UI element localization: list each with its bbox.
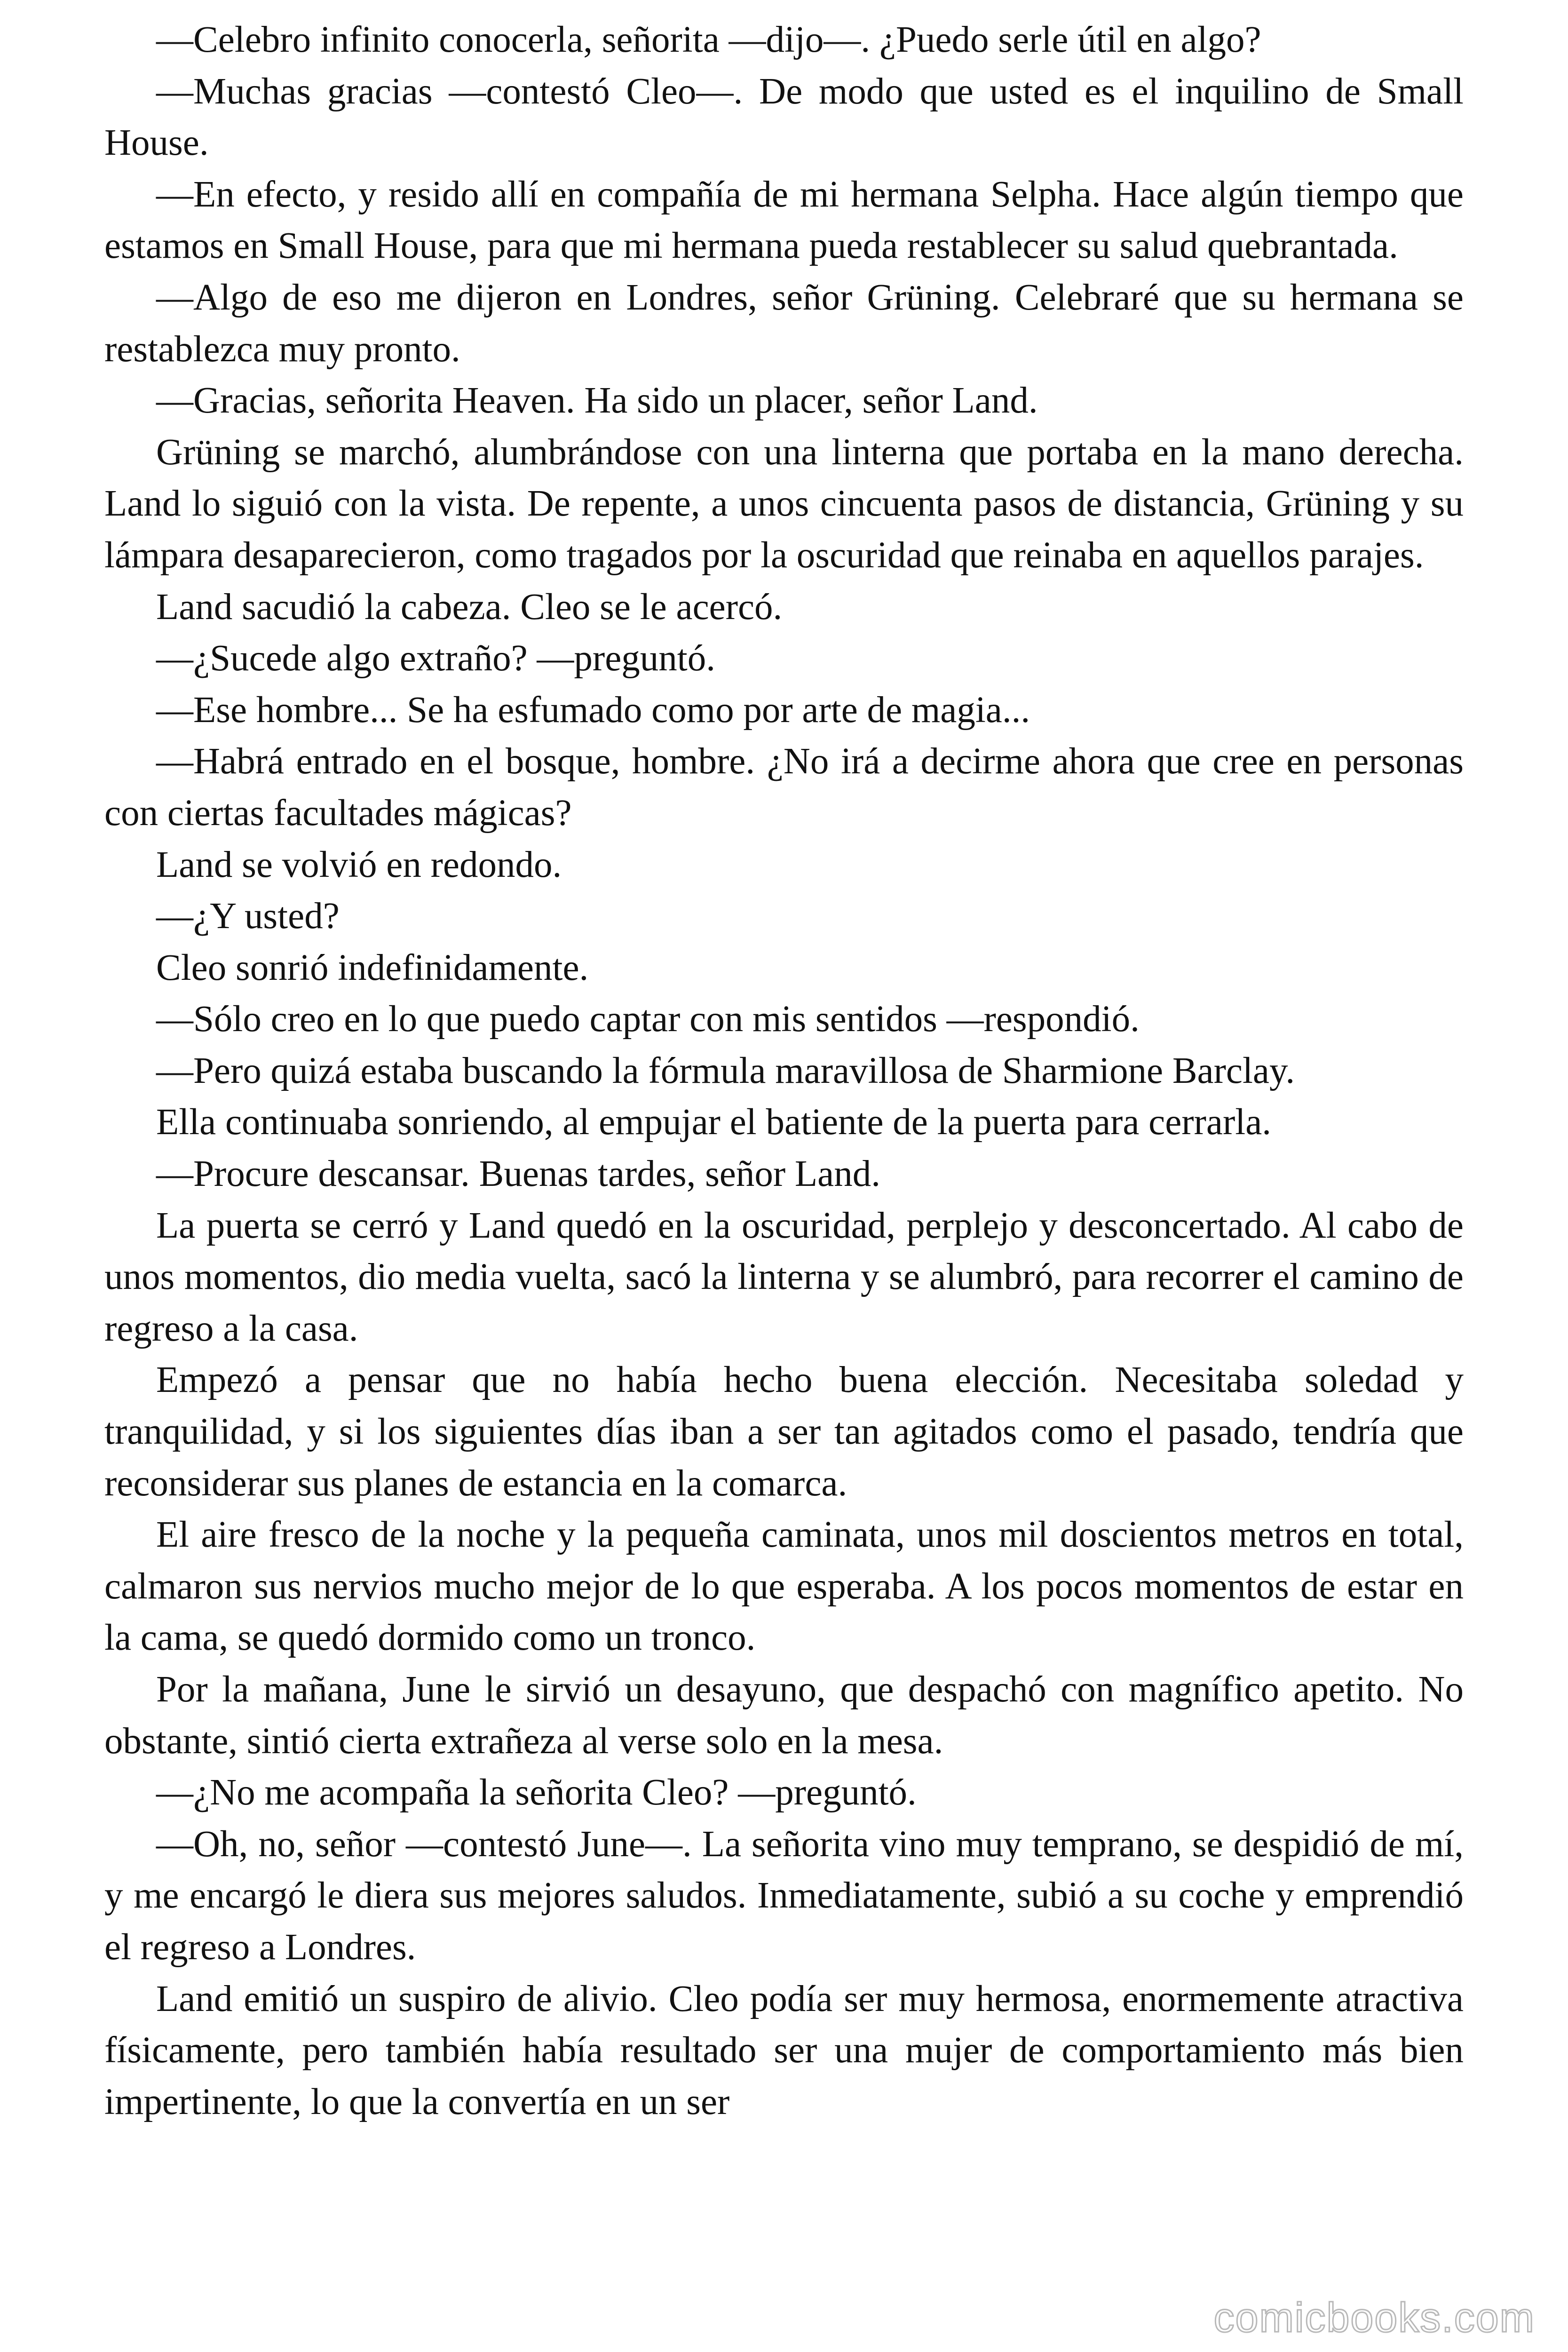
paragraph: —Muchas gracias —contestó Cleo—. De modo que usted es el inquilino de Small House. xyxy=(104,71,1464,164)
paragraph: —Procure descansar. Buenas tardes, señor Land. xyxy=(156,1153,880,1195)
paragraph: Por la mañana, June le sirvió un desayuno, que despachó con magnífico apetito. No obstante, sintió cierta extrañeza al verse solo en la mesa. xyxy=(104,1669,1464,1762)
paragraph: Ella continuaba sonriendo, al empujar el batiente de la puerta para cerrarla. xyxy=(156,1102,1272,1143)
page-text xyxy=(104,14,1464,2128)
paragraph: —Celebro infinito conocerla, señorita —dijo—. ¿Puedo serle útil en algo? xyxy=(156,19,1261,60)
paragraph: —Habrá entrado en el bosque, hombre. ¿No irá a decirme ahora que cree en personas con ciertas facultades mágicas? xyxy=(104,741,1464,834)
paragraph: —Gracias, señorita Heaven. Ha sido un placer, señor Land. xyxy=(156,380,1038,421)
watermark-logo: comicbooks.com xyxy=(1213,2294,1535,2341)
paragraph: Land se volvió en redondo. xyxy=(156,844,562,885)
paragraph: —¿Sucede algo extraño? —preguntó. xyxy=(156,638,715,679)
paragraph: Land emitió un suspiro de alivio. Cleo podía ser muy hermosa, enormemente atractiva físicamente, pero también había resultado ser una mujer de comportamiento más bien impertinente, lo que la convertía en un ser xyxy=(104,1978,1464,2122)
paragraph: Land sacudió la cabeza. Cleo se le acercó. xyxy=(156,586,783,628)
paragraph: La puerta se cerró y Land quedó en la oscuridad, perplejo y desconcertado. Al cabo de unos momentos, dio media vuelta, sacó la linterna y se alumbró, para recorrer el camino de regreso a la casa. xyxy=(104,1205,1464,1349)
paragraph: El aire fresco de la noche y la pequeña caminata, unos mil doscientos metros en total, calmaron sus nervios mucho mejor de lo que esperaba. A los pocos momentos de estar en la cama, se quedó dormido como un tronco. xyxy=(104,1514,1464,1659)
paragraph: —¿Y usted? xyxy=(156,896,340,937)
paragraph: —En efecto, y resido allí en compañía de mi hermana Selpha. Hace algún tiempo que estamos en Small House, para que mi hermana pueda restablecer su salud quebrantada. xyxy=(104,174,1464,267)
paragraph: —¿No me acompaña la señorita Cleo? —preguntó. xyxy=(156,1772,917,1813)
paragraph: Grüning se marchó, alumbrándose con una linterna que portaba en la mano derecha. Land lo siguió con la vista. De repente, a unos cincuenta pasos de distancia, Grüning y su lámpara desaparecieron, como tragados por la oscuridad que reinaba en aquellos parajes. xyxy=(104,431,1464,576)
paragraph: —Ese hombre... Se ha esfumado como por arte de magia... xyxy=(156,689,1030,731)
paragraph: —Sólo creo en lo que puedo captar con mis sentidos —respondió. xyxy=(156,999,1140,1040)
paragraph: Cleo sonrió indefinidamente. xyxy=(156,947,589,988)
paragraph: —Algo de eso me dijeron en Londres, señor Grüning. Celebraré que su hermana se restablezca muy pronto. xyxy=(104,277,1464,370)
paragraph: —Pero quizá estaba buscando la fórmula maravillosa de Sharmione Barclay. xyxy=(156,1050,1295,1091)
paragraph: —Oh, no, señor —contestó June—. La señorita vino muy temprano, se despidió de mí, y me encargó le diera sus mejores saludos. Inmediatamente, subió a su coche y emprendió el regreso a Londres. xyxy=(104,1823,1464,1968)
paragraph: Empezó a pensar que no había hecho buena elección. Necesitaba soledad y tranquilidad, y si los siguientes días iban a ser tan agitados como el pasado, tendría que reconsiderar sus planes de estancia en la comarca. xyxy=(104,1359,1464,1504)
